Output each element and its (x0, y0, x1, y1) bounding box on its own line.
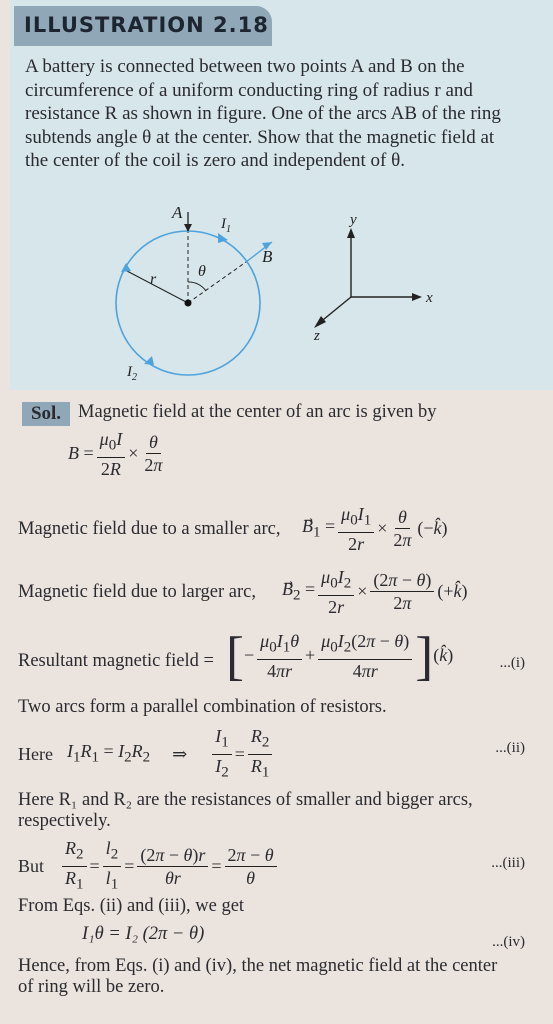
equation-arc-field: B = $\frac{\mu_0I}{2R}$ × $\frac{\theta}{2\pi}$ (68, 429, 163, 479)
x-arrow-icon (412, 293, 422, 301)
label-i2: $I_2$ (127, 364, 137, 383)
equation-b1: $B_1$ = $\frac{\mu_0I_1}{2r}$ × $\frac{\theta}{2\pi}$ (−k̂) (302, 504, 448, 554)
solution-label: Sol. (22, 402, 70, 426)
respectively-text: respectively. (18, 811, 111, 831)
current-arrow-left-icon (121, 263, 131, 272)
theta-arc (188, 282, 206, 291)
equation-resultant: [ − $\frac{\mu_0I_1\theta}{4\pi r}$ + $\frac{\mu_0I_2(2\pi - \theta)}{4\pi r}$ ] (k̂) (226, 625, 454, 686)
from-text: From Eqs. (ii) and (iii), we get (18, 896, 245, 916)
here2-text: Here R₁ and R₂ are the resistances of smaller and bigger arcs, (18, 790, 473, 810)
but-label: But (18, 855, 45, 876)
ref-iii: ...(iii) (491, 855, 525, 871)
label-z: z (314, 328, 320, 344)
label-a: A (172, 203, 183, 222)
ring-figure (0, 0, 553, 400)
illustration-label: ILLUSTRATION 2.18 (24, 13, 269, 37)
problem-line: subtends angle θ at the center. Show that the magnetic field at (25, 126, 495, 148)
y-arrow-icon (347, 228, 355, 238)
larger-arc-text: Magnetic field due to larger arc, (18, 582, 256, 602)
ref-ii: ...(ii) (495, 740, 525, 756)
equation-ii: Here $I_1R_1 = I_2R_2$ ⇒ $\frac{I_1}{I_2}$ = $\frac{R_2}{R_1}$ (18, 725, 275, 783)
label-y: y (350, 212, 357, 228)
label-r: r (150, 271, 157, 288)
equation-iii: But $\frac{R_2}{R_1}$ = $\frac{l_2}{l_1}$ = $\frac{(2\pi - \theta)r}{\theta r}$ = $\frac{2\pi - \theta}{\theta}$ (18, 837, 280, 895)
ref-iv: ...(iv) (492, 934, 525, 950)
z-arrow-icon (314, 316, 326, 328)
equation-iv: I₁θ = I₂ (2π − θ) (82, 924, 205, 944)
problem-line: the center of the coil is zero and independent of θ. (25, 150, 405, 171)
label-b: B (262, 247, 273, 266)
center-to-b-dashed (188, 262, 246, 303)
center-dot (185, 300, 192, 307)
label-i1: $I_1$ (221, 216, 231, 235)
here-label: Here (18, 743, 53, 764)
label-x: x (426, 290, 433, 306)
ref-i: ...(i) (499, 655, 525, 671)
conclusion-text: of ring will be zero. (18, 977, 165, 997)
problem-line: circumference of a uniform conducting ring of radius r and (25, 79, 473, 101)
solution-intro: Magnetic field at the center of an arc is given by (78, 402, 437, 422)
smaller-arc-text: Magnetic field due to a smaller arc, (18, 519, 281, 539)
problem-line: resistance R as shown in figure. One of the arcs AB of the ring (25, 103, 501, 124)
hence-text: Hence, from Eqs. (i) and (iv), the net magnetic field at the center (18, 956, 498, 976)
resultant-text: Resultant magnetic field = (18, 651, 214, 671)
radius-line (127, 271, 188, 303)
equation-b2: $B_2$ = $\frac{\mu_0I_2}{2r}$ × $\frac{(2\pi - \theta)}{2\pi}$ (+k̂) (282, 567, 468, 617)
problem-line: A battery is connected between two points A and B on the (25, 56, 465, 77)
label-theta: θ (198, 263, 206, 280)
parallel-text: Two arcs form a parallel combination of resistors. (18, 697, 387, 717)
